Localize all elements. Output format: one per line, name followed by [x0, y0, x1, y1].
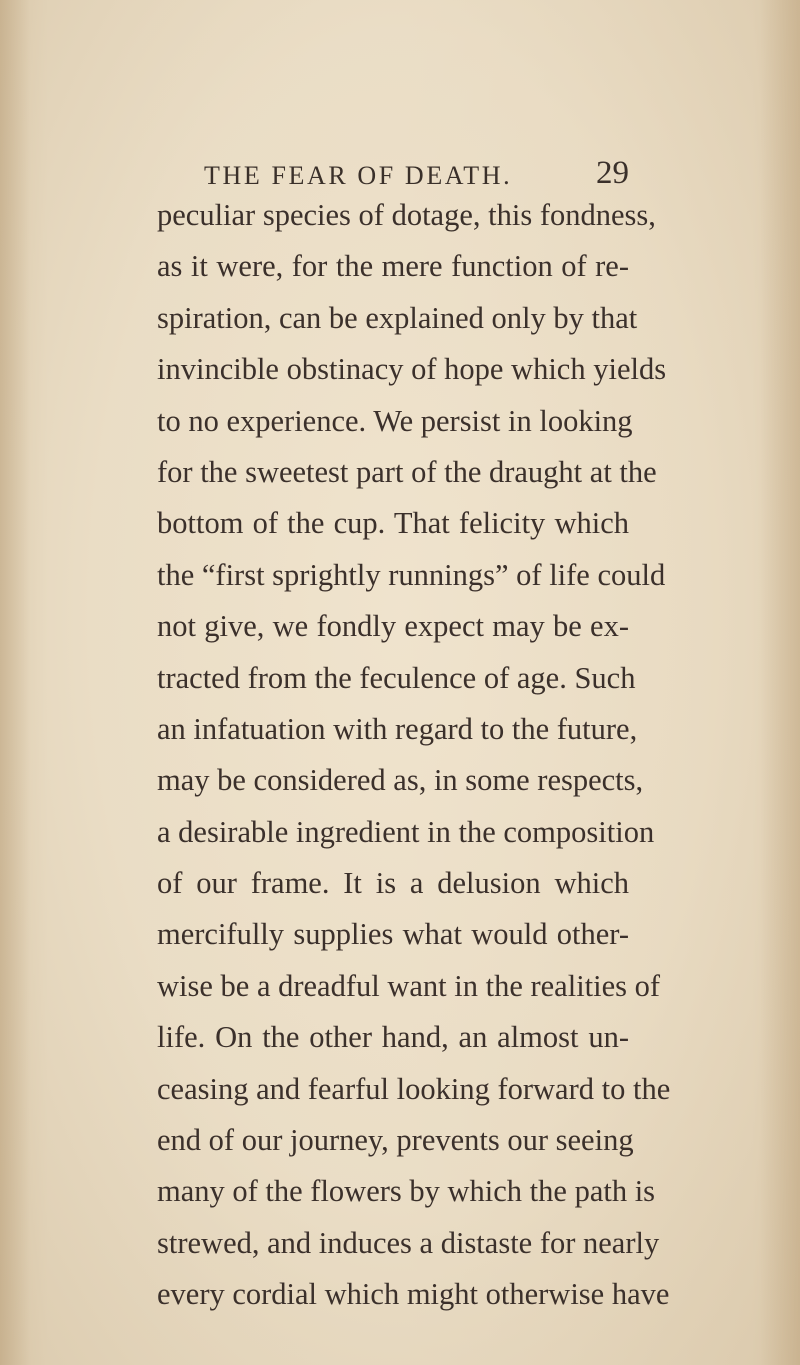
text-line: wise be a dreadful want in the realities of — [157, 968, 661, 1003]
text-line: as it were, for the mere function of re- — [157, 249, 629, 284]
running-title: THE FEAR OF DEATH. — [204, 161, 513, 190]
text-line: ceasing and fearful looking forward to the — [157, 1071, 671, 1106]
text-line: end of our journey, prevents our seeing — [157, 1123, 634, 1158]
page-edge-shadow-right — [760, 0, 800, 1365]
page-edge-shadow-left — [0, 0, 30, 1365]
text-line: life. On the other hand, an almost un- — [157, 1020, 629, 1055]
text-line: the “first sprightly runnings” of life could — [157, 557, 666, 592]
text-line: mercifully supplies what would other- — [157, 917, 629, 952]
text-line: for the sweetest part of the draught at the — [157, 454, 657, 489]
text-line: a desirable ingredient in the composition — [157, 814, 655, 849]
text-line: spiration, can be explained only by that — [157, 300, 638, 335]
text-line: every cordial which might otherwise have — [157, 1277, 670, 1312]
text-line: tracted from the feculence of age. Such — [157, 660, 636, 695]
text-line: not give, we fondly expect may be ex- — [157, 609, 629, 644]
text-line: of our frame. It is a delusion which — [157, 866, 629, 901]
text-line: an infatuation with regard to the future, — [157, 711, 638, 746]
text-line: strewed, and induces a distaste for nearly — [157, 1225, 660, 1260]
text-line: peculiar species of dotage, this fondness, — [157, 198, 656, 232]
page-number: 29 — [596, 155, 629, 191]
text-line: to no experience. We persist in looking — [157, 403, 633, 438]
text-line: invincible obstinacy of hope which yields — [157, 352, 667, 387]
text-line: may be considered as, in some respects, — [157, 763, 644, 798]
text-line: bottom of the cup. That felicity which — [157, 506, 629, 541]
text-line: many of the flowers by which the path is — [157, 1174, 656, 1209]
body-text — [157, 190, 671, 1321]
